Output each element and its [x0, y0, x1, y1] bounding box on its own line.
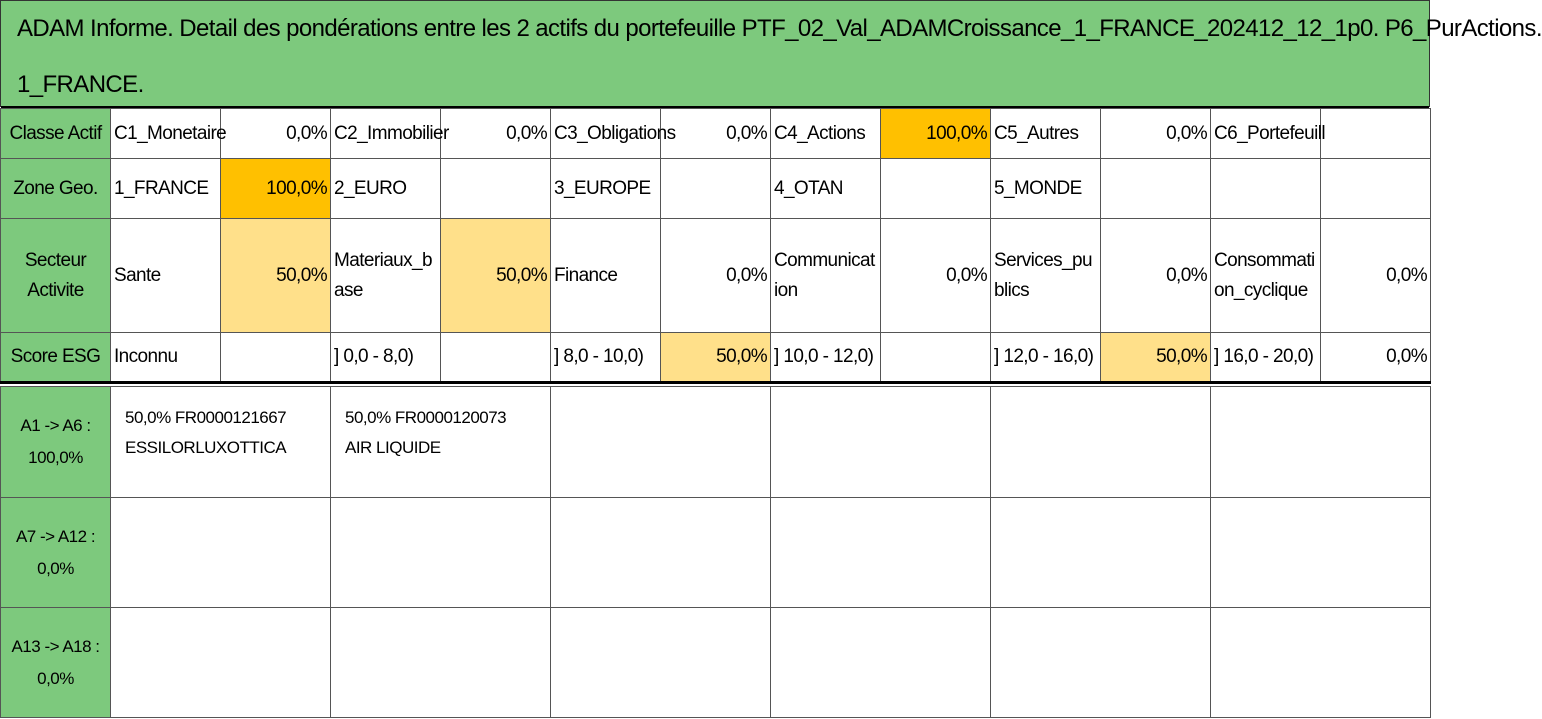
assets-row-header: A7 -> A12 : 0,0% [1, 498, 111, 608]
asset-name: AIR LIQUIDE [345, 438, 441, 457]
row-secteur-activite [1, 219, 1431, 333]
asset-cell [111, 608, 331, 718]
cell [551, 219, 661, 333]
row-header: Score ESG [1, 333, 111, 383]
asset-cell [111, 387, 331, 498]
asset-cell [991, 498, 1211, 608]
cell [331, 219, 441, 333]
cell-label: Sante [114, 264, 161, 286]
report-title-bar [0, 0, 1542, 107]
cell-label: Services_publics [994, 249, 1092, 301]
cell-value: 0,0% [1321, 219, 1431, 333]
cell-label: ] 8,0 - 10,0) [551, 333, 661, 383]
asset-cell [551, 608, 771, 718]
cell-label: ] 16,0 - 20,0) [1211, 333, 1321, 383]
cell [771, 219, 881, 333]
cell-label: 4_OTAN [771, 159, 881, 219]
cell-label: C5_Autres [991, 109, 1101, 159]
asset-cell [991, 387, 1211, 498]
asset-cell [1211, 608, 1431, 718]
asset-weight-isin: 50,0% FR0000120073 [345, 408, 507, 427]
asset-cell [771, 498, 991, 608]
cell-value: 0,0% [441, 109, 551, 159]
asset-entry [331, 387, 550, 463]
row-header: Secteur Activite [24, 249, 87, 301]
cell-value [221, 333, 331, 383]
asset-name: ESSILORLUXOTTICA [125, 438, 287, 457]
asset-cell [771, 387, 991, 498]
row-header-cell [1, 219, 111, 333]
cell-value: 0,0% [881, 219, 991, 333]
report-title-line2: 1_FRANCE. [17, 71, 144, 98]
cell-label: C2_Immobilier [331, 109, 441, 159]
cell-value [881, 159, 991, 219]
asset-cell [551, 498, 771, 608]
report-title-line1: ADAM Informe. Detail des pondérations entre les 2 actifs du portefeuille PTF_02_Val_ADAMCroissance_1_FRANCE_202412_12_1p0. P6_PurActions. [17, 15, 1542, 42]
assets-row-a13-a18 [1, 608, 1431, 718]
cell-value [441, 159, 551, 219]
cell-value: 0,0% [221, 109, 331, 159]
cell-value [1321, 109, 1431, 159]
cell-value: 100,0% [881, 109, 991, 159]
row-score-esg [1, 333, 1431, 383]
cell-value: 50,0% [661, 333, 771, 383]
cell [111, 219, 221, 333]
asset-cell [331, 498, 551, 608]
asset-cell [991, 608, 1211, 718]
asset-weight-isin: 50,0% FR0000121667 [125, 408, 287, 427]
cell-value: 0,0% [1321, 333, 1431, 383]
cell-label: 3_EUROPE [551, 159, 661, 219]
row-header: Classe Actif [1, 109, 111, 159]
cell [1211, 219, 1321, 333]
cell-value: 0,0% [1101, 219, 1211, 333]
cell-label: Finance [554, 264, 618, 286]
assets-row-a1-a6 [1, 387, 1431, 498]
asset-cell [331, 608, 551, 718]
asset-cell [1211, 498, 1431, 608]
cell-label: Consommation_cyclique [1214, 249, 1315, 301]
cell-label: ] 12,0 - 16,0) [991, 333, 1101, 383]
cell-value [1321, 159, 1431, 219]
assets-table [0, 386, 1431, 718]
cell-value: 50,0% [221, 219, 331, 333]
cell-label: C3_Obligations [551, 109, 661, 159]
asset-cell [111, 498, 331, 608]
assets-row-a7-a12 [1, 498, 1431, 608]
cell-label [1211, 159, 1321, 219]
cell-label: Communication [774, 249, 875, 301]
cell-label: 5_MONDE [991, 159, 1101, 219]
assets-row-header: A1 -> A6 : 100,0% [1, 387, 111, 498]
cell-value: 0,0% [661, 109, 771, 159]
cell-value: 0,0% [1101, 109, 1211, 159]
row-classe-actif [1, 109, 1431, 159]
cell-label: C6_Portefeuill [1211, 109, 1321, 159]
cell-label: C1_Monetaire [111, 109, 221, 159]
cell-value: 0,0% [661, 219, 771, 333]
cell-label: 2_EURO [331, 159, 441, 219]
row-zone-geo [1, 159, 1431, 219]
asset-entry [111, 387, 330, 463]
cell [991, 219, 1101, 333]
cell-value [881, 333, 991, 383]
cell-label: C4_Actions [771, 109, 881, 159]
cell-label: Materiaux_base [334, 249, 432, 301]
cell-value [1101, 159, 1211, 219]
cell-value: 50,0% [1101, 333, 1211, 383]
row-header: Zone Geo. [1, 159, 111, 219]
cell-label: ] 10,0 - 12,0) [771, 333, 881, 383]
cell-label: ] 0,0 - 8,0) [331, 333, 441, 383]
asset-cell [1211, 387, 1431, 498]
asset-cell [551, 387, 771, 498]
cell-value: 50,0% [441, 219, 551, 333]
cell-label: Inconnu [111, 333, 221, 383]
cell-value [441, 333, 551, 383]
asset-cell [771, 608, 991, 718]
weights-table [0, 108, 1431, 384]
cell-value: 100,0% [221, 159, 331, 219]
assets-row-header: A13 -> A18 : 0,0% [1, 608, 111, 718]
cell-label: 1_FRANCE [111, 159, 221, 219]
asset-cell [331, 387, 551, 498]
cell-value [661, 159, 771, 219]
